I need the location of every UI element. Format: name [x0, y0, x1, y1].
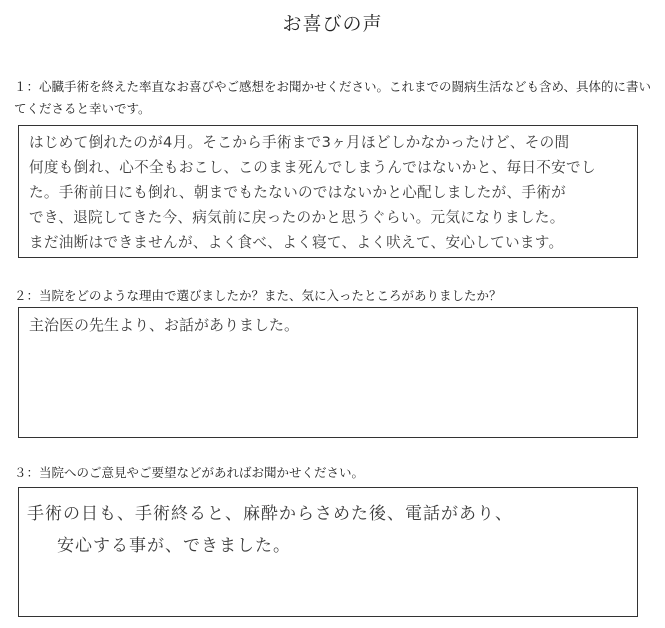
answer-1-line: まだ油断はできませんが、よく食べ、よく寝て、よく吠えて、安心しています。: [29, 234, 564, 251]
page-title: お喜びの声: [282, 13, 383, 35]
answer-1-line: でき、退院してきた今、病気前に戻ったのかと思うぐらい。元気になりました。: [29, 209, 565, 226]
answer-3-line: 手術の日も、手術終ると、麻酔からさめた後、電話があり、: [27, 504, 513, 524]
question-2-label: ２：当院をどのような理由で選びましたか？また、気に入ったところがありましたか？: [14, 288, 502, 303]
answer-1-line: はじめて倒れたのが4月。そこから手術まで3ヶ月ほどしかなかったけど、その間: [29, 134, 570, 151]
answer-box-1: [18, 125, 638, 258]
answer-3-line: 安心する事が、できました。: [57, 536, 291, 556]
answer-box-3: [18, 487, 638, 617]
question-1-label: １：心臓手術を終えた率直なお喜びやご感想をお聞かせください。これまでの闘病生活なども含め、具体的に書いてくださると幸いです。: [14, 79, 652, 116]
answer-1-line: た。手術前日にも倒れ、朝までもたないのではないかと心配しましたが、手術が: [29, 184, 567, 201]
question-3-label: ３：当院へのご意見やご要望などがあればお聞かせください。: [14, 465, 365, 480]
answer-2-line: 主治医の先生より、お話がありました。: [29, 316, 300, 334]
answer-box-2: [18, 307, 638, 438]
answer-1-line: 何度も倒れ、心不全もおこし、このまま死んでしまうんではないかと、毎日不安でし: [29, 159, 596, 176]
